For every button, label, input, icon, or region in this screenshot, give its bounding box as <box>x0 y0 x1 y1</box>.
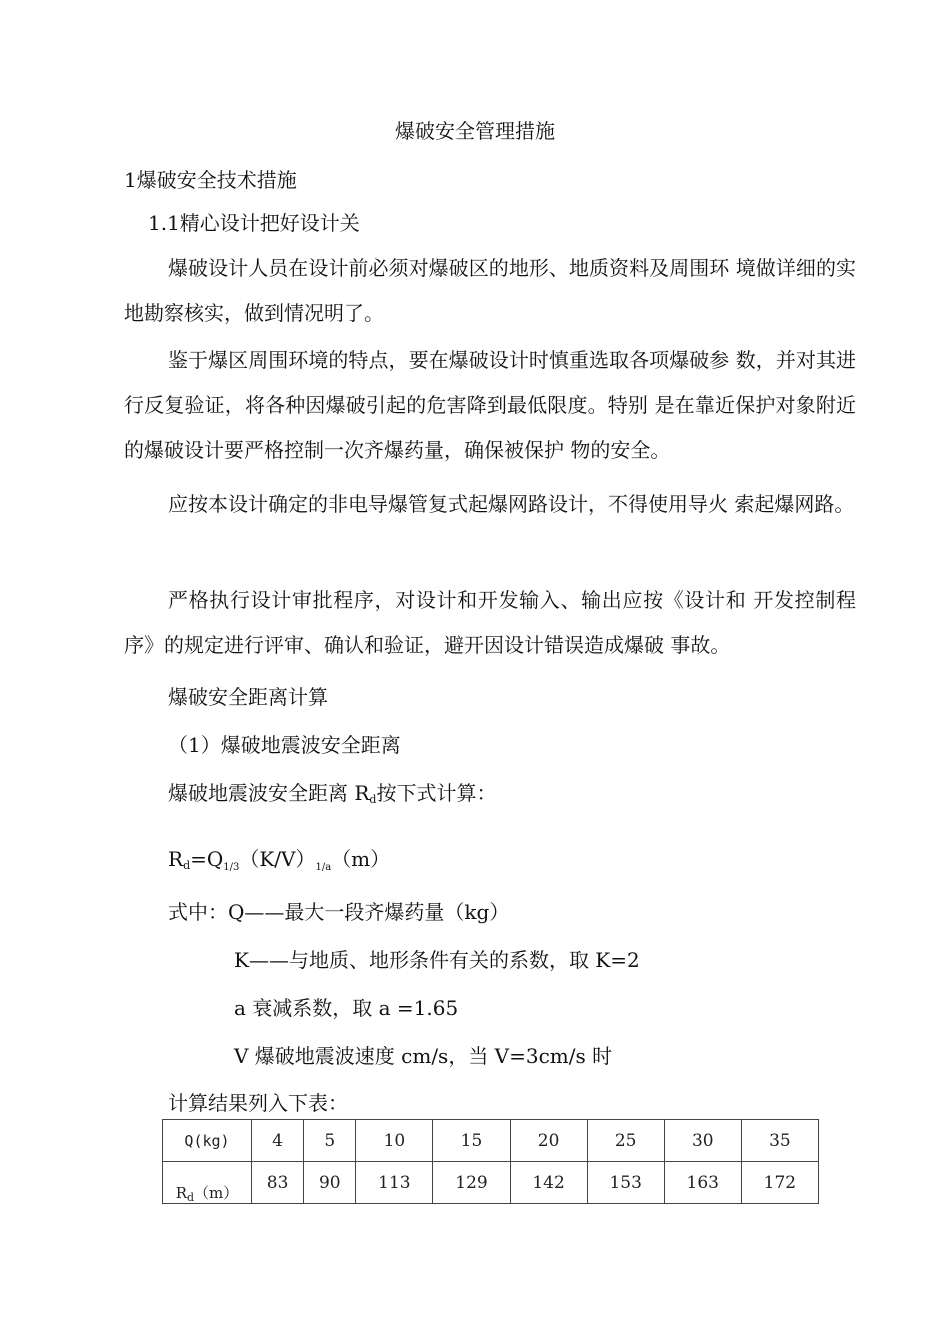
table-cell: 163 <box>664 1162 741 1204</box>
section-title: 爆破安全距离计算 <box>168 685 328 709</box>
table-head-rd-sub: d <box>187 1191 195 1204</box>
table-cell: 5 <box>304 1120 356 1162</box>
paragraph-3: 应按本设计确定的非电导爆管复式起爆网路设计，不得使用导火 索起爆网路。 <box>168 492 855 516</box>
table-head-q: Q(kg) <box>163 1120 252 1162</box>
table-cell: 129 <box>433 1162 510 1204</box>
document-title: 爆破安全管理措施 <box>395 119 555 143</box>
table-intro: 计算结果列入下表： <box>168 1091 348 1115</box>
formula-mid: （K/V） <box>239 847 316 871</box>
where-q: 式中：Q——最大一段齐爆药量（kg） <box>168 900 510 924</box>
table-head-rd <box>163 1162 252 1204</box>
formula <box>168 846 390 872</box>
formula-r: R <box>168 847 184 871</box>
formula-eq: =Q <box>190 847 224 871</box>
paragraph-2: 鉴于爆区周围环境的特点，要在爆破设计时慎重选取各项爆破参 数，并对其进行反复验证，将各种因爆破引起的危害降到最低限度。特别 是在靠近保护对象附近的爆破设计要严格控制一次齐爆药量，确保被保护 物的安全。 <box>124 348 856 462</box>
table-cell: 25 <box>587 1120 664 1162</box>
table-cell: 90 <box>304 1162 356 1204</box>
table-cell: 172 <box>741 1162 818 1204</box>
table-cell: 83 <box>252 1162 304 1204</box>
calc-intro-b: 按下式计算： <box>376 781 497 805</box>
formula-end: （m） <box>331 847 391 871</box>
results-table <box>162 1119 819 1204</box>
table-cell: 20 <box>510 1120 587 1162</box>
heading-1-1: 1.1精心设计把好设计关 <box>148 211 360 235</box>
table-row-q <box>163 1120 819 1162</box>
subsection-title: （1）爆破地震波安全距离 <box>168 733 401 757</box>
heading-1: 1爆破安全技术措施 <box>124 168 297 192</box>
formula-a-exp: 1/a <box>315 862 332 873</box>
calc-intro-a: 爆破地震波安全距离 R <box>168 781 370 805</box>
table-cell: 10 <box>356 1120 433 1162</box>
table-cell: 30 <box>664 1120 741 1162</box>
table-row-rd <box>163 1162 819 1204</box>
table-head-rd-unit: （m） <box>194 1184 239 1202</box>
paragraph-4: 严格执行设计审批程序，对设计和开发输入、输出应按《设计和 开发控制程序》的规定进行评审、确认和验证，避开因设计错误造成爆破 事故。 <box>124 588 856 657</box>
table-cell: 142 <box>510 1162 587 1204</box>
paragraph-1: 爆破设计人员在设计前必须对爆破区的地形、地质资料及周围环 境做详细的实地勘察核实，做到情况明了。 <box>124 256 856 325</box>
where-a: a 衰减系数，取 a =1.65 <box>234 996 459 1020</box>
calc-intro <box>168 780 496 806</box>
table-head-rd-r: R <box>175 1184 187 1202</box>
table-cell: 35 <box>741 1120 818 1162</box>
where-k: K——与地质、地形条件有关的系数，取 K=2 <box>234 948 640 972</box>
table-cell: 113 <box>356 1162 433 1204</box>
table-cell: 4 <box>252 1120 304 1162</box>
table-cell: 153 <box>587 1162 664 1204</box>
table-cell: 15 <box>433 1120 510 1162</box>
formula-q-exp: 1/3 <box>223 862 240 873</box>
where-v: V 爆破地震波速度 cm/s，当 V=3cm/s 时 <box>234 1044 613 1068</box>
formula-r-sub: d <box>183 859 191 872</box>
calc-intro-sub: d <box>369 793 377 806</box>
